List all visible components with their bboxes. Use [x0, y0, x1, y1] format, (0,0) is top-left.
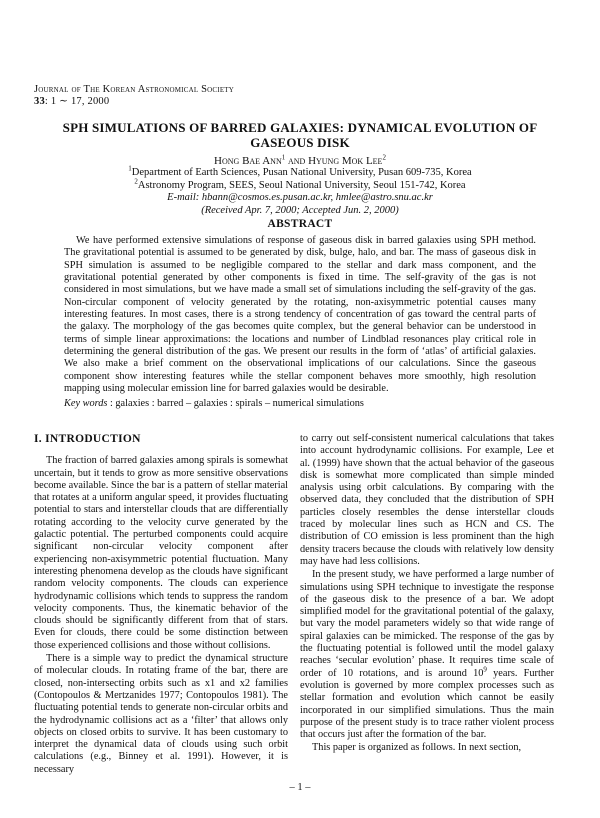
author-2-sup: 2: [382, 153, 386, 162]
intro-paragraph-5: This paper is organized as follows. In next section,: [312, 742, 522, 754]
author-conjunction: and: [285, 155, 309, 167]
author-1: Hong Bae Ann: [214, 155, 282, 167]
received-line: (Received Apr. 7, 2000; Accepted Jun. 2, 2000): [201, 204, 399, 216]
journal-volume: 33: [34, 96, 45, 107]
intro-paragraph-3: to carry out self-consistent numerical calculations that takes into account hydrodynamic collisions. For example, Lee et al. (1999) have shown that the actual behavior of the gaseous disk is somewhat more complicated than simple minded analysis using orbit calculations. By comparing with the observed data, they concluded that the distribution of SPH particles closely resembles the dense interstellar clouds traced by molecular lines such as HCN and CS. The distribution of CO emission is less prominent than the high density tracers because the clouds with relatively low density may have had less collisions.: [300, 433, 554, 567]
keywords-text: : galaxies : barred – galaxies : spirals – numerical simulations: [107, 398, 364, 409]
abstract-heading: ABSTRACT: [267, 218, 333, 230]
author-block: [30, 155, 570, 217]
affiliation-2: [30, 177, 570, 192]
affiliation-1: [30, 164, 570, 179]
journal-name: Journal of The Korean Astronomical Society: [34, 84, 235, 95]
intro-paragraph-4-exponent: 9: [483, 665, 487, 674]
email-line: E-mail: hbann@cosmos.es.pusan.ac.kr, hmlee@astro.snu.ac.kr: [167, 192, 433, 204]
author-names: [30, 155, 570, 167]
right-column: [300, 433, 554, 755]
title-line-2: GASEOUS DISK: [250, 135, 350, 150]
author-2: Hyung Mok Lee: [308, 155, 383, 167]
abstract-text: We have performed extensive simulations of response of gaseous disk in barred galaxies using SPH method. The gravitational potential is assumed to be generated by disk, bulge, halo, and bar. The mass of gaseous disk in SPH simulation is assumed to be negligible compared to the stellar and dark mass component, and the gravitational potential generated by other components is fixed in time. The self-gravity of the gas is not considered in most simulations, but we have made a small set of simulations including the self-gravity of the gas. Non-circular component of velocity generated by the rotating, non-axisymmetric potential causes many interesting features. In most cases, there is a strong tendency of concentration of gas toward the central parts of the galaxy. The morphology of the gas becomes quite complex, but the general behavior can be understood in terms of simple linear approximations: the locations and number of Lindblad resonances play critical role in determining the general distribution of the gas. We present our results in the form of ‘atlas’ of artificial galaxies. We also make a brief comment on the observational implications of our calculations. Since the gaseous component show interesting features while the stellar component behaves more smoothly, high resolution mapping using molecular emission line for barred galaxies would be desirable.: [64, 235, 536, 395]
intro-paragraph-4-part-b: years. Further evolution is governed by more complex processes such as stellar formation and evolution which cannot be easily incorporated in our simplified simulations. Thus the main purpose of the present study is to trace rather violent process that occurs just after the formation of the bar.: [300, 667, 554, 741]
affiliation-2-text: Astronomy Program, SEES, Seoul National University, Seoul 151-742, Korea: [137, 179, 466, 191]
author-1-sup: 1: [281, 153, 286, 162]
intro-paragraph-1: The fraction of barred galaxies among spirals is somewhat uncertain, but it tends to grow as more sensitive observations become available. Since the bar is a pattern of stellar material that rotates at a uniform angular speed, it provides fluctuating potential to stars and interstellar clouds that are differentially rotating according to the velocity curve generated by the galactic potential. The perturbed components could acquire significant non-circular velocity component after experiencing non-axisymmetric potential fluctuation. Many interesting phenomena develop as the clouds have significant random velocity components. The clouds can experience hydrodynamic collisions which tends to suppress the random velocity components. Thus, the kinematic behavior of the clouds should be significantly different from that of stars. Even for clouds, there could be some distinction between those experienced collisions and those without collisions.: [34, 455, 288, 651]
intro-paragraph-4-part-a: In the present study, we have performed a large number of simulations using SPH technique to investigate the response of the gaseous disk to the presence of a bar. We adopt simplified model for the gravitational potential of the galaxy, but vary the model parameters widely so that wide range of spiral galaxies can be mimicked. The response of the gas by the fluctuating potential is followed until the model galaxy reaches ‘secular evolution’ phase. It requires time scale of order of 10 rotations, and is around 10: [300, 569, 554, 679]
section-heading-introduction: I. INTRODUCTION: [34, 433, 141, 445]
intro-paragraph-4: [300, 569, 554, 741]
journal-header: [34, 84, 234, 108]
keywords-line: [64, 398, 536, 410]
affiliation-2-sup: 2: [134, 177, 138, 186]
journal-volume-line: [34, 96, 234, 108]
affiliation-1-sup: 1: [128, 164, 132, 173]
page-number: – 1 –: [289, 782, 311, 793]
affiliation-1-text: Department of Earth Sciences, Pusan National University, Pusan 609-735, Korea: [131, 167, 472, 179]
title-line-1: SPH SIMULATIONS OF BARRED GALAXIES: DYNAMICAL EVOLUTION OF: [62, 120, 538, 135]
keywords-label: Key words: [64, 398, 108, 409]
journal-pages: : 1 ∼ 17, 2000: [44, 96, 110, 107]
paper-title: [30, 120, 570, 150]
left-column: [34, 433, 288, 776]
intro-paragraph-2: There is a simple way to predict the dynamical structure of molecular clouds. In rotating frame of the bar, there are closed, non-intersecting orbits such as x1 and x2 families (Contopoulos & Mertzanides 1977; Contopoulos 1981). The fluctuating potential tends to generate non-circular orbits and the hydrodynamic collisions act as a ‘filter’ that allows only objects on closed orbits to survive. It has been customary to interpret the dynamical data of clouds using such orbit calculations (e.g., Binney et al. 1991). However, it is necessary: [34, 653, 288, 775]
